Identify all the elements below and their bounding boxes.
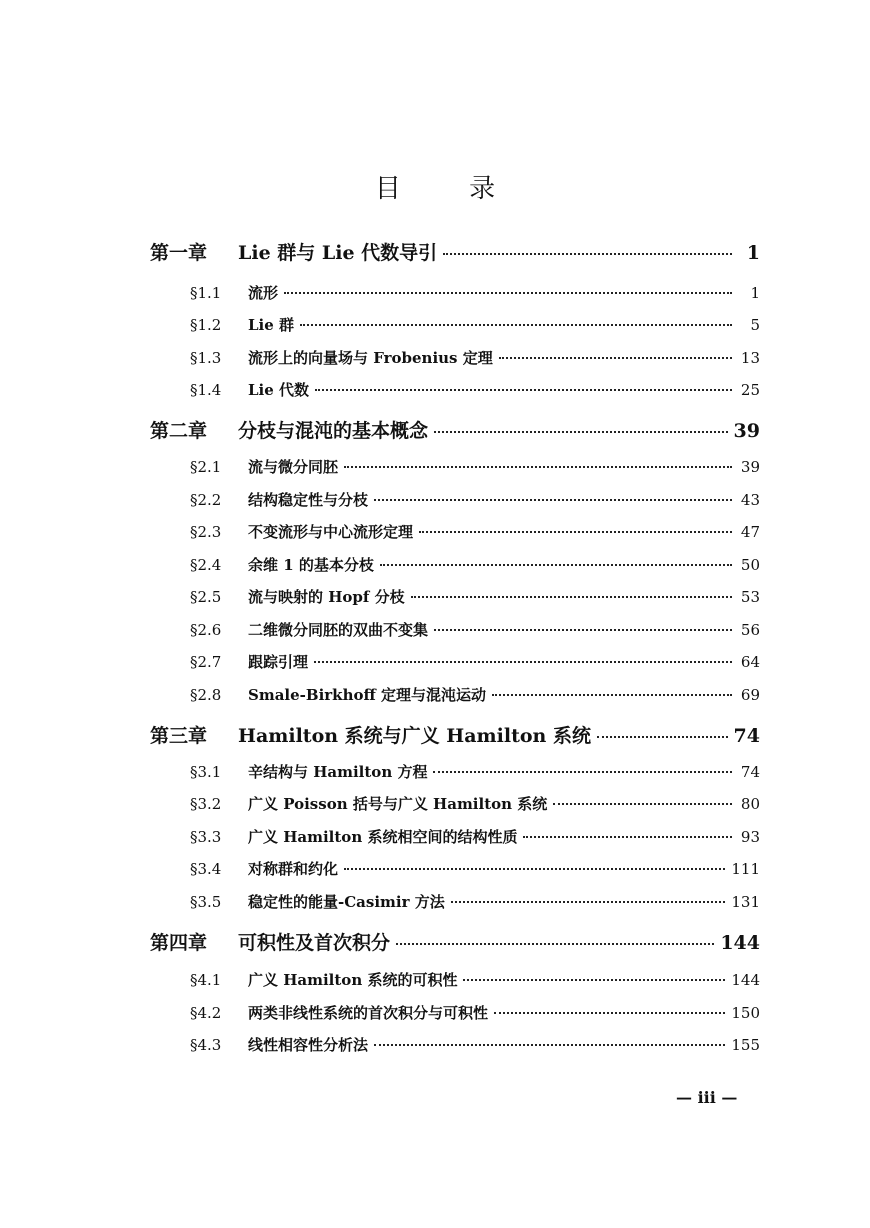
entry-number: §1.2 xyxy=(190,316,222,334)
toc-section-entry[interactable] xyxy=(190,761,760,782)
dot-leader xyxy=(499,357,732,359)
entry-page-number: 80 xyxy=(740,795,760,813)
dot-leader xyxy=(597,736,728,738)
toc-section-entry[interactable] xyxy=(190,684,760,705)
entry-page-number: 150 xyxy=(731,1004,760,1022)
toc-section-entry[interactable] xyxy=(190,969,760,990)
dot-leader xyxy=(344,868,725,870)
toc-section-entry[interactable] xyxy=(190,826,760,847)
entry-title: 两类非线性系统的首次积分与可积性 xyxy=(248,1004,489,1022)
dot-leader xyxy=(523,836,732,838)
entry-number: §3.1 xyxy=(190,763,222,781)
dot-leader xyxy=(284,292,732,294)
entry-page-number: 1 xyxy=(746,242,760,264)
toc-chapter-entry[interactable] xyxy=(150,928,760,955)
entry-title: 广义 Hamilton 系统相空间的结构性质 xyxy=(248,828,518,846)
dot-leader xyxy=(419,531,732,533)
dot-leader xyxy=(492,694,732,696)
entry-title: 广义 Hamilton 系统的可积性 xyxy=(248,971,458,989)
dot-leader xyxy=(315,389,732,391)
toc-section-entry[interactable] xyxy=(190,1002,760,1023)
entry-number: §2.2 xyxy=(190,491,222,509)
dot-leader xyxy=(553,803,732,805)
entry-page-number: 50 xyxy=(740,556,760,574)
entry-title: 二维微分同胚的双曲不变集 xyxy=(248,621,429,639)
dot-leader xyxy=(374,1044,725,1046)
dot-leader xyxy=(380,564,732,566)
entry-title: Lie 代数 xyxy=(248,381,310,399)
entry-page-number: 39 xyxy=(740,458,760,476)
entry-number: §2.1 xyxy=(190,458,222,476)
entry-number: §2.7 xyxy=(190,653,222,671)
toc-chapter-entry[interactable] xyxy=(150,721,760,748)
toc-section-entry[interactable] xyxy=(190,521,760,542)
entry-number: §1.3 xyxy=(190,349,222,367)
entry-number: §1.1 xyxy=(190,284,222,302)
entry-page-number: 53 xyxy=(740,588,760,606)
dot-leader xyxy=(451,901,726,903)
entry-number: §4.2 xyxy=(190,1004,222,1022)
entry-number: §3.3 xyxy=(190,828,222,846)
entry-page-number: 74 xyxy=(733,725,760,747)
entry-page-number: 155 xyxy=(731,1036,760,1054)
entry-title: 广义 Poisson 括号与广义 Hamilton 系统 xyxy=(248,795,548,813)
dot-leader xyxy=(443,253,732,255)
toc-section-entry[interactable] xyxy=(190,456,760,477)
entry-title: 辛结构与 Hamilton 方程 xyxy=(248,763,428,781)
toc-section-entry[interactable] xyxy=(190,858,760,879)
entry-title: 跟踪引理 xyxy=(248,653,309,671)
entry-number: §2.3 xyxy=(190,523,222,541)
toc-section-entry[interactable] xyxy=(190,586,760,607)
entry-page-number: 39 xyxy=(733,420,760,442)
entry-title: 稳定性的能量-Casimir 方法 xyxy=(248,893,445,911)
toc-section-entry[interactable] xyxy=(190,314,760,335)
dot-leader xyxy=(494,1012,725,1014)
page-title: 目 录 xyxy=(374,174,526,204)
entry-title: 流形 xyxy=(248,284,279,302)
entry-number: §3.2 xyxy=(190,795,222,813)
entry-page-number: 47 xyxy=(740,523,760,541)
entry-title: Lie 群 xyxy=(248,316,295,334)
entry-number: 第四章 xyxy=(150,932,208,954)
dot-leader xyxy=(411,596,732,598)
entry-title: 余维 1 的基本分枝 xyxy=(248,556,374,574)
entry-page-number: 64 xyxy=(740,653,760,671)
toc-section-entry[interactable] xyxy=(190,1034,760,1055)
entry-number: §1.4 xyxy=(190,381,222,399)
toc-section-entry[interactable] xyxy=(190,347,760,368)
entry-number: §3.4 xyxy=(190,860,222,878)
entry-title: Lie 群与 Lie 代数导引 xyxy=(238,242,438,264)
toc-section-entry[interactable] xyxy=(190,619,760,640)
toc-section-entry[interactable] xyxy=(190,489,760,510)
dot-leader xyxy=(314,661,732,663)
entry-page-number: 144 xyxy=(731,971,760,989)
entry-page-number: 5 xyxy=(750,316,760,334)
toc-section-entry[interactable] xyxy=(190,554,760,575)
entry-number: §2.5 xyxy=(190,588,222,606)
entry-number: §4.1 xyxy=(190,971,222,989)
toc-chapter-entry[interactable] xyxy=(150,416,760,443)
entry-title: Hamilton 系统与广义 Hamilton 系统 xyxy=(238,725,591,747)
toc-chapter-entry[interactable] xyxy=(150,238,760,265)
dot-leader xyxy=(300,324,732,326)
entry-title: 不变流形与中心流形定理 xyxy=(248,523,414,541)
toc-section-entry[interactable] xyxy=(190,379,760,400)
entry-title: Smale-Birkhoff 定理与混沌运动 xyxy=(248,686,487,704)
toc-section-entry[interactable] xyxy=(190,891,760,912)
entry-page-number: 56 xyxy=(740,621,760,639)
toc-section-entry[interactable] xyxy=(190,651,760,672)
entry-title: 对称群和约化 xyxy=(248,860,339,878)
entry-page-number: 13 xyxy=(740,349,760,367)
entry-page-number: 74 xyxy=(740,763,760,781)
entry-page-number: 93 xyxy=(740,828,760,846)
entry-number: 第二章 xyxy=(150,420,208,442)
dot-leader xyxy=(434,431,728,433)
dot-leader xyxy=(374,499,732,501)
entry-page-number: 144 xyxy=(720,932,760,954)
dot-leader xyxy=(463,979,725,981)
entry-number: §2.8 xyxy=(190,686,222,704)
dot-leader xyxy=(433,771,732,773)
toc-section-entry[interactable] xyxy=(190,793,760,814)
entry-page-number: 25 xyxy=(740,381,760,399)
entry-number: 第一章 xyxy=(150,242,208,264)
entry-title: 流形上的向量场与 Frobenius 定理 xyxy=(248,349,493,367)
entry-title: 分枝与混沌的基本概念 xyxy=(238,420,429,442)
dot-leader xyxy=(396,943,714,945)
entry-title: 流与映射的 Hopf 分枝 xyxy=(248,588,405,606)
page-number: — iii — xyxy=(676,1088,738,1107)
entry-title: 流与微分同胚 xyxy=(248,458,339,476)
entry-number: 第三章 xyxy=(150,725,208,747)
entry-page-number: 69 xyxy=(740,686,760,704)
entry-page-number: 131 xyxy=(731,893,760,911)
dot-leader xyxy=(434,629,732,631)
entry-title: 结构稳定性与分枝 xyxy=(248,491,369,509)
entry-number: §3.5 xyxy=(190,893,222,911)
entry-page-number: 43 xyxy=(740,491,760,509)
dot-leader xyxy=(344,466,732,468)
entry-page-number: 1 xyxy=(750,284,760,302)
entry-number: §4.3 xyxy=(190,1036,222,1054)
toc-section-entry[interactable] xyxy=(190,282,760,303)
entry-page-number: 111 xyxy=(731,860,760,878)
entry-number: §2.6 xyxy=(190,621,222,639)
entry-title: 可积性及首次积分 xyxy=(238,932,391,954)
entry-title: 线性相容性分析法 xyxy=(248,1036,369,1054)
entry-number: §2.4 xyxy=(190,556,222,574)
